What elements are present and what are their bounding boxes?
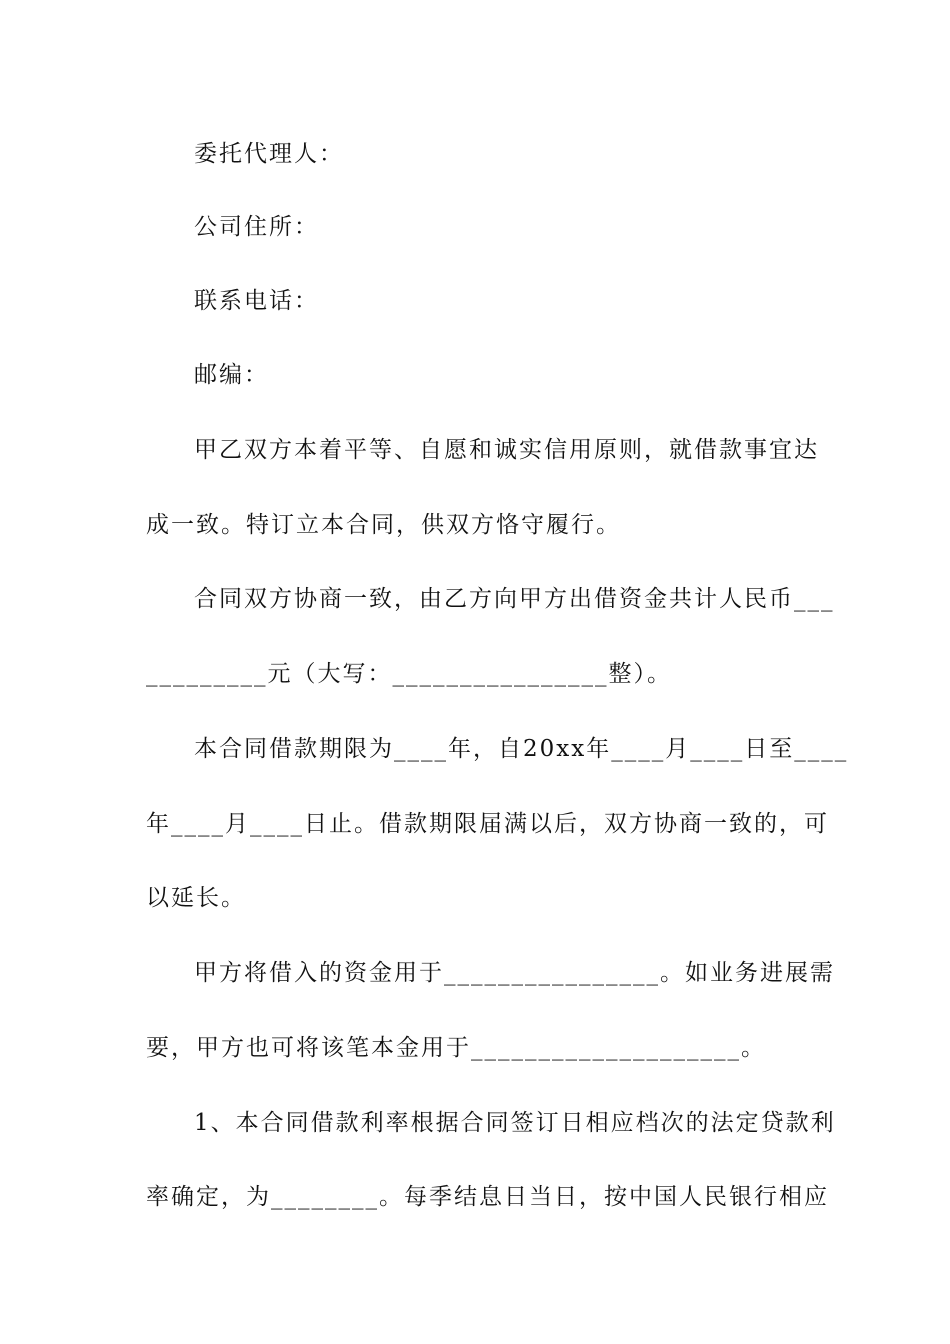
paragraph-line: 以延长。 — [146, 885, 246, 911]
paragraph-line: 本合同借款期限为____年，自20xx年____月____日至____ — [194, 736, 849, 762]
paragraph-line: 合同双方协商一致，由乙方向甲方出借资金共计人民币___ — [194, 586, 835, 612]
paragraph-line: 成一致。特订立本合同，供双方恪守履行。 — [146, 512, 621, 538]
paragraph-line: 率确定，为________。每季结息日当日，按中国人民银行相应 — [146, 1184, 829, 1210]
paragraph-line: 年____月____日止。借款期限届满以后，双方协商一致的，可 — [146, 811, 829, 837]
paragraph-line: 甲方将借入的资金用于________________。如业务进展需 — [194, 960, 835, 986]
contact-phone-label: 联系电话： — [194, 288, 319, 314]
paragraph-line: 1、本合同借款利率根据合同签订日相应档次的法定贷款利 — [194, 1110, 836, 1136]
paragraph-line: 甲乙双方本着平等、自愿和诚实信用原则，就借款事宜达 — [194, 437, 819, 463]
postal-code-label: 邮编： — [194, 362, 269, 388]
paragraph-line: _________元（大写：________________整）。 — [146, 661, 672, 687]
company-address-label: 公司住所： — [194, 214, 319, 240]
paragraph-line: 要，甲方也可将该笔本金用于____________________。 — [146, 1035, 766, 1061]
agent-label: 委托代理人： — [194, 141, 344, 167]
